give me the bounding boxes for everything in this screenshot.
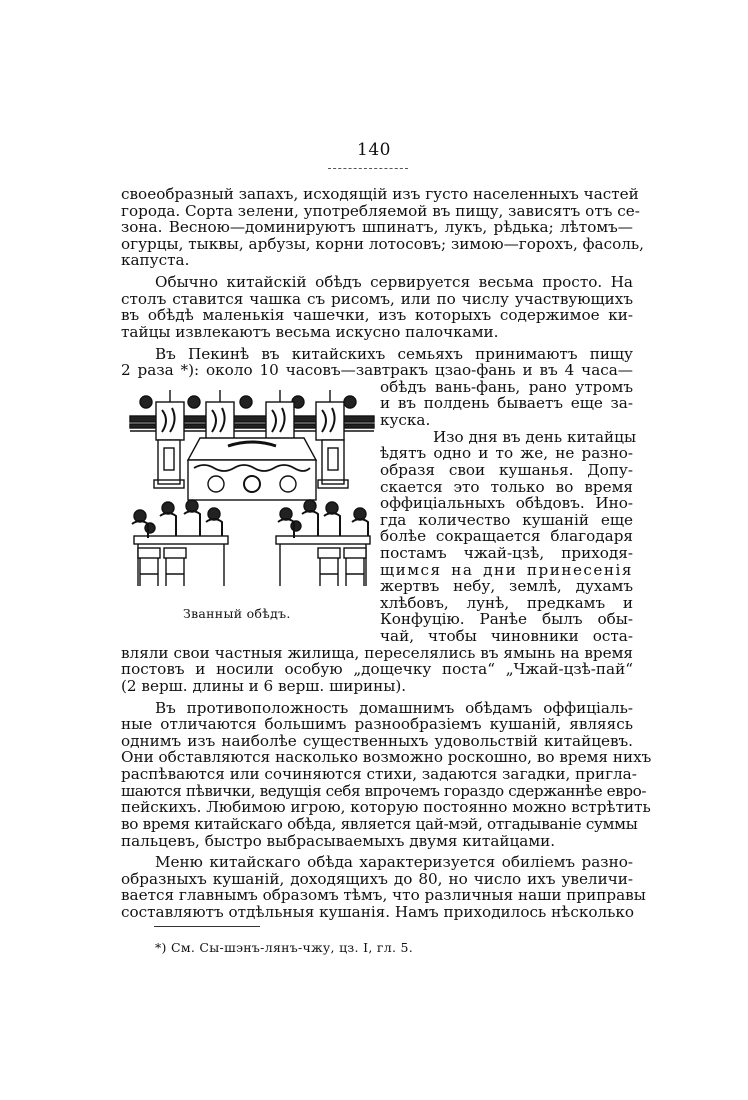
text-line: въ обѣдѣ маленькія чашечки, изъ которыхъ содержимое ки- [121, 306, 633, 325]
text-line: ѣдятъ одно и то же, не разно- [380, 444, 633, 463]
text-line: чай, чтобы чиновники оста- [380, 627, 633, 646]
text-line: образя свои кушанья. Допу- [380, 460, 633, 479]
text-line: вляли свои частныя жилища, переселялись въ ямынь на время [121, 643, 633, 662]
text-line: жертвъ небу, землѣ, духамъ [380, 577, 633, 596]
text-line: вается главнымъ образомъ тѣмъ, что различныя наши приправы [121, 886, 646, 905]
text-line: ные отличаются большимъ разнообразіемъ кушаній, являясь [121, 715, 633, 734]
text-line: зона. Весною—доминируютъ шпинатъ, лукъ, рѣдька; лѣтомъ— [121, 218, 633, 237]
text-line: города. Сорта зелени, употребляемой въ пищу, зависятъ отъ се- [121, 201, 640, 220]
text-line: постовъ и носили особую „дощечку поста“ „Чжай-цзѣ-пай“ [121, 660, 633, 679]
text-line: Меню китайскаго обѣда характеризуется обиліемъ разно- [155, 853, 633, 872]
text-line: Въ противоположность домашнимъ обѣдамъ оффиціаль- [155, 698, 633, 717]
figure-caption: Званный обѣдъ. [183, 606, 291, 621]
text-line: Изо дня въ день китайцы [433, 427, 637, 446]
text-line: оффиціальныхъ обѣдовъ. Ино- [380, 494, 633, 513]
text-line: шаются пѣвички, ведущія себя впрочемъ гораздо сдержаннѣе евро- [121, 781, 647, 800]
text-line: капуста. [121, 251, 190, 270]
text-line: образныхъ кушаній, доходящихъ до 80, но число ихъ увеличи- [121, 869, 633, 888]
text-line: скается это только во время [380, 477, 633, 496]
text-line: Въ Пекинѣ въ китайскихъ семьяхъ принимаютъ пищу [155, 344, 633, 363]
text-line: хлѣбовъ, лунѣ, предкамъ и [380, 593, 633, 612]
footnote: *) См. Сы-шэнъ-лянъ-чжу, цз. I, гл. 5. [155, 940, 414, 955]
text-line: куска. [380, 411, 431, 430]
text-line: столъ ставится чашка съ рисомъ, или по числу участвующихъ [121, 289, 633, 308]
text-line: пейскихъ. Любимою игрою, которую постоянно можно встрѣтить [121, 798, 651, 817]
banquet-illustration [128, 388, 376, 590]
text-line: гда количество кушаній еще [380, 510, 633, 529]
text-line: Конфуцію. Ранѣе былъ обы- [380, 610, 633, 629]
text-line: болѣе сокращается благодаря [380, 527, 633, 546]
text-line: составляютъ отдѣльныя кушанія. Намъ приходилось нѣсколько [121, 903, 635, 921]
text-line: однимъ изъ наиболѣе существенныхъ удовольствій китайцевъ. [121, 731, 633, 750]
text-line: Они обставляются насколько возможно роскошно, во время нихъ [121, 748, 652, 767]
header-rule [328, 168, 408, 169]
text-line: обѣдъ вань-фань, рано утромъ [380, 377, 633, 396]
text-line: огурцы, тыквы, арбузы, корни лотосовъ; зимою—горохъ, фасоль, [121, 234, 644, 253]
footnote-rule [154, 926, 260, 927]
text-line: Обычно китайскій обѣдъ сервируется весьма просто. На [155, 273, 633, 292]
banquet-woodcut-icon [128, 388, 376, 590]
text-line: 2 раза *): около 10 часовъ—завтракъ цзао-фань и въ 4 часа— [121, 361, 633, 380]
text-line: тайцы извлекаютъ весьма искусно палочками. [121, 322, 499, 341]
text-line: (2 верш. длины и 6 верш. ширины). [121, 676, 407, 695]
text-line: и въ полдень бываетъ еще за- [380, 394, 633, 413]
text-line: постамъ чжай-цзѣ, приходя- [380, 544, 633, 562]
text-line: щимся на дни принесенія [380, 560, 633, 579]
text-line: пальцевъ, быстро выбрасываемыхъ двумя китайцами. [121, 831, 556, 850]
page-number: 140 [357, 140, 391, 160]
text-line: своеобразный запахъ, исходящій изъ густо населенныхъ частей [121, 185, 639, 203]
text-line: распѣваются или сочиняются стихи, задаются загадки, пригла- [121, 765, 637, 784]
text-line: во время китайскаго обѣда, является цай-мэй, отгадываніе суммы [121, 814, 638, 833]
